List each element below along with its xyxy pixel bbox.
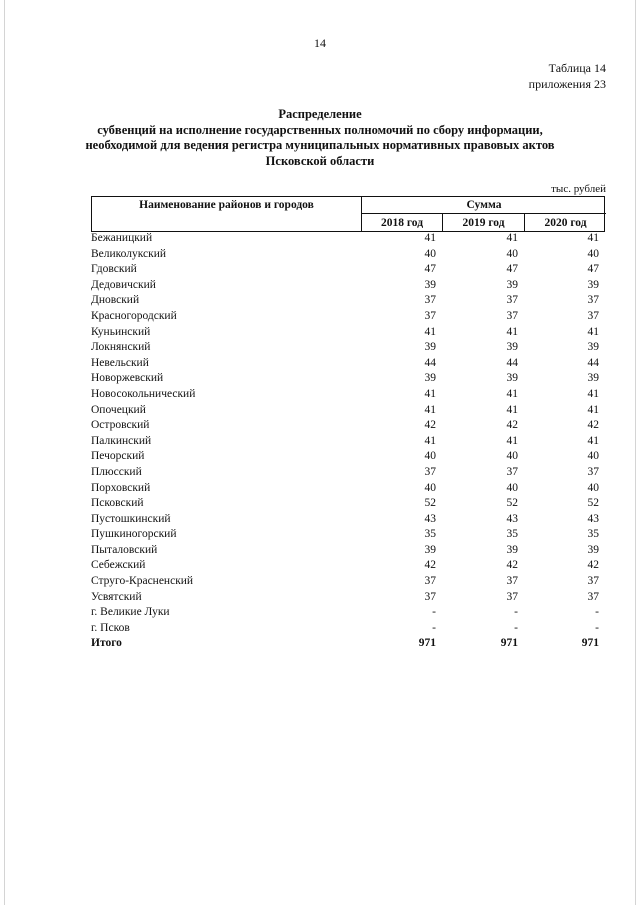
header-name: Наименование районов и городов — [92, 197, 362, 231]
row-value-2019: 41 — [506, 325, 518, 338]
row-value-2018: - — [432, 606, 436, 619]
row-name: Палкинский — [91, 434, 152, 447]
row-value-2018: 43 — [424, 512, 436, 525]
total-label: Итого — [91, 637, 122, 650]
total-value-2020: 971 — [581, 637, 599, 650]
row-value-2019: 52 — [506, 497, 518, 510]
row-value-2020: 37 — [587, 465, 599, 478]
row-value-2018: 42 — [424, 559, 436, 572]
table-total-row — [91, 636, 605, 652]
row-value-2019: 40 — [506, 450, 518, 463]
table-row — [91, 325, 605, 341]
table-row — [91, 340, 605, 356]
row-name: Дновский — [91, 294, 140, 307]
title-line3: необходимой для ведения регистра муниципальных нормативных правовых актов — [85, 138, 555, 152]
row-value-2020: 41 — [587, 434, 599, 447]
row-value-2018: 41 — [424, 232, 436, 244]
table-body — [91, 231, 605, 652]
row-value-2018: 37 — [424, 309, 436, 322]
table-row — [91, 496, 605, 512]
row-value-2019: - — [514, 606, 518, 619]
row-value-2019: 41 — [506, 387, 518, 400]
table-row — [91, 418, 605, 434]
row-value-2020: 40 — [587, 450, 599, 463]
row-name: Новосокольнический — [91, 387, 196, 400]
row-value-2019: - — [514, 621, 518, 634]
row-value-2020: 44 — [587, 356, 599, 369]
row-value-2018: 47 — [424, 263, 436, 276]
row-value-2019: 37 — [506, 294, 518, 307]
page-left-edge — [4, 0, 5, 905]
row-value-2018: 37 — [424, 465, 436, 478]
title-line1: Распределение — [278, 107, 362, 121]
total-value-2018: 971 — [418, 637, 436, 650]
table-row — [91, 481, 605, 497]
row-name: Плюсский — [91, 465, 142, 478]
row-value-2020: 52 — [587, 497, 599, 510]
table-row — [91, 309, 605, 325]
row-value-2019: 37 — [506, 575, 518, 588]
row-value-2020: 37 — [587, 309, 599, 322]
table-reference — [529, 60, 606, 92]
row-value-2020: 37 — [587, 575, 599, 588]
row-value-2019: 43 — [506, 512, 518, 525]
row-value-2019: 40 — [506, 481, 518, 494]
row-value-2018: 39 — [424, 372, 436, 385]
row-name: Себежский — [91, 559, 146, 572]
title-line2: субвенций на исполнение государственных полномочий по сбору информации, — [97, 122, 543, 137]
row-value-2020: 39 — [587, 372, 599, 385]
row-value-2018: 39 — [424, 341, 436, 354]
row-value-2018: 35 — [424, 528, 436, 541]
row-value-2018: 37 — [424, 294, 436, 307]
table-row — [91, 590, 605, 606]
row-value-2019: 41 — [506, 403, 518, 416]
table-row — [91, 558, 605, 574]
header-year-2020: 2020 год — [544, 216, 587, 229]
row-value-2018: 39 — [424, 278, 436, 291]
row-value-2019: 39 — [506, 278, 518, 291]
row-value-2019: 39 — [506, 372, 518, 385]
total-value-2019: 971 — [500, 637, 518, 650]
row-value-2020: 37 — [587, 294, 599, 307]
page-number: 14 — [314, 36, 326, 50]
title-line4: Псковской области — [265, 153, 375, 168]
table-header — [91, 196, 605, 232]
row-value-2020: 42 — [587, 559, 599, 572]
row-name: г. Великие Луки — [91, 606, 170, 619]
row-value-2020: 35 — [587, 528, 599, 541]
row-value-2019: 40 — [506, 247, 518, 260]
table-row — [91, 434, 605, 450]
table-row — [91, 574, 605, 590]
units-label: тыс. рублей — [551, 183, 606, 195]
row-name: Островский — [91, 419, 150, 432]
row-name: Великолукский — [91, 247, 167, 260]
row-name: Опочецкий — [91, 403, 146, 416]
document-title — [60, 107, 580, 169]
row-name: Гдовский — [91, 263, 137, 276]
row-value-2018: 37 — [424, 575, 436, 588]
row-value-2018: 41 — [424, 403, 436, 416]
row-value-2018: 41 — [424, 387, 436, 400]
row-name: Новоржевский — [91, 372, 164, 385]
header-year-2019: 2019 год — [443, 214, 525, 231]
row-value-2019: 42 — [506, 559, 518, 572]
row-value-2019: 35 — [506, 528, 518, 541]
table-row — [91, 278, 605, 294]
row-value-2020: - — [595, 606, 599, 619]
table-row — [91, 605, 605, 621]
row-value-2020: 43 — [587, 512, 599, 525]
table-row — [91, 231, 605, 247]
header-year-2018: 2018 год — [362, 214, 443, 231]
row-value-2020: 40 — [587, 481, 599, 494]
row-name: Невельский — [91, 356, 149, 369]
page-right-edge — [635, 0, 636, 905]
table-row — [91, 293, 605, 309]
row-value-2020: 41 — [587, 325, 599, 338]
row-value-2018: 41 — [424, 325, 436, 338]
row-name: Струго-Красненский — [91, 575, 194, 588]
row-value-2018: 44 — [424, 356, 436, 369]
row-value-2020: - — [595, 621, 599, 634]
table-row — [91, 527, 605, 543]
row-value-2019: 44 — [506, 356, 518, 369]
row-value-2018: 39 — [424, 543, 436, 556]
row-value-2020: 41 — [587, 387, 599, 400]
row-value-2020: 37 — [587, 590, 599, 603]
table-row — [91, 512, 605, 528]
table-row — [91, 371, 605, 387]
table-ref-line2: приложения 23 — [528, 77, 606, 91]
header-sum: Сумма — [362, 197, 606, 214]
row-value-2019: 42 — [506, 419, 518, 432]
row-value-2019: 47 — [506, 263, 518, 276]
row-name: Красногородский — [91, 309, 177, 322]
row-value-2018: 41 — [424, 434, 436, 447]
row-name: Бежаницкий — [91, 232, 153, 244]
row-name: Куньинский — [91, 325, 151, 338]
row-value-2019: 37 — [506, 309, 518, 322]
row-value-2018: - — [432, 621, 436, 634]
row-value-2019: 41 — [506, 434, 518, 447]
row-value-2020: 40 — [587, 247, 599, 260]
table-row — [91, 356, 605, 372]
row-value-2018: 40 — [424, 481, 436, 494]
row-value-2018: 40 — [424, 450, 436, 463]
row-name: г. Псков — [91, 621, 130, 634]
row-value-2019: 37 — [506, 590, 518, 603]
row-value-2018: 42 — [424, 419, 436, 432]
table-row — [91, 387, 605, 403]
row-value-2020: 42 — [587, 419, 599, 432]
row-value-2020: 41 — [587, 403, 599, 416]
table-row — [91, 465, 605, 481]
row-value-2020: 39 — [587, 278, 599, 291]
row-name: Локнянский — [91, 341, 151, 354]
row-value-2020: 39 — [587, 341, 599, 354]
row-value-2019: 41 — [506, 232, 518, 244]
row-name: Дедовичский — [91, 278, 156, 291]
table-row — [91, 621, 605, 637]
table-row — [91, 262, 605, 278]
row-value-2018: 37 — [424, 590, 436, 603]
row-name: Усвятский — [91, 590, 142, 603]
row-name: Печорский — [91, 450, 145, 463]
table-row — [91, 247, 605, 263]
row-value-2019: 39 — [506, 543, 518, 556]
row-name: Пушкиногорский — [91, 528, 177, 541]
row-name: Псковский — [91, 497, 144, 510]
row-value-2018: 40 — [424, 247, 436, 260]
table-row — [91, 449, 605, 465]
table-ref-line1: Таблица 14 — [548, 61, 606, 75]
row-value-2020: 39 — [587, 543, 599, 556]
table-row — [91, 403, 605, 419]
row-value-2020: 47 — [587, 263, 599, 276]
row-name: Пустошкинский — [91, 512, 171, 525]
row-name: Порховский — [91, 481, 151, 494]
row-value-2019: 37 — [506, 465, 518, 478]
row-value-2020: 41 — [587, 232, 599, 244]
row-value-2018: 52 — [424, 497, 436, 510]
table-row — [91, 543, 605, 559]
row-value-2019: 39 — [506, 341, 518, 354]
row-name: Пыталовский — [91, 543, 158, 556]
